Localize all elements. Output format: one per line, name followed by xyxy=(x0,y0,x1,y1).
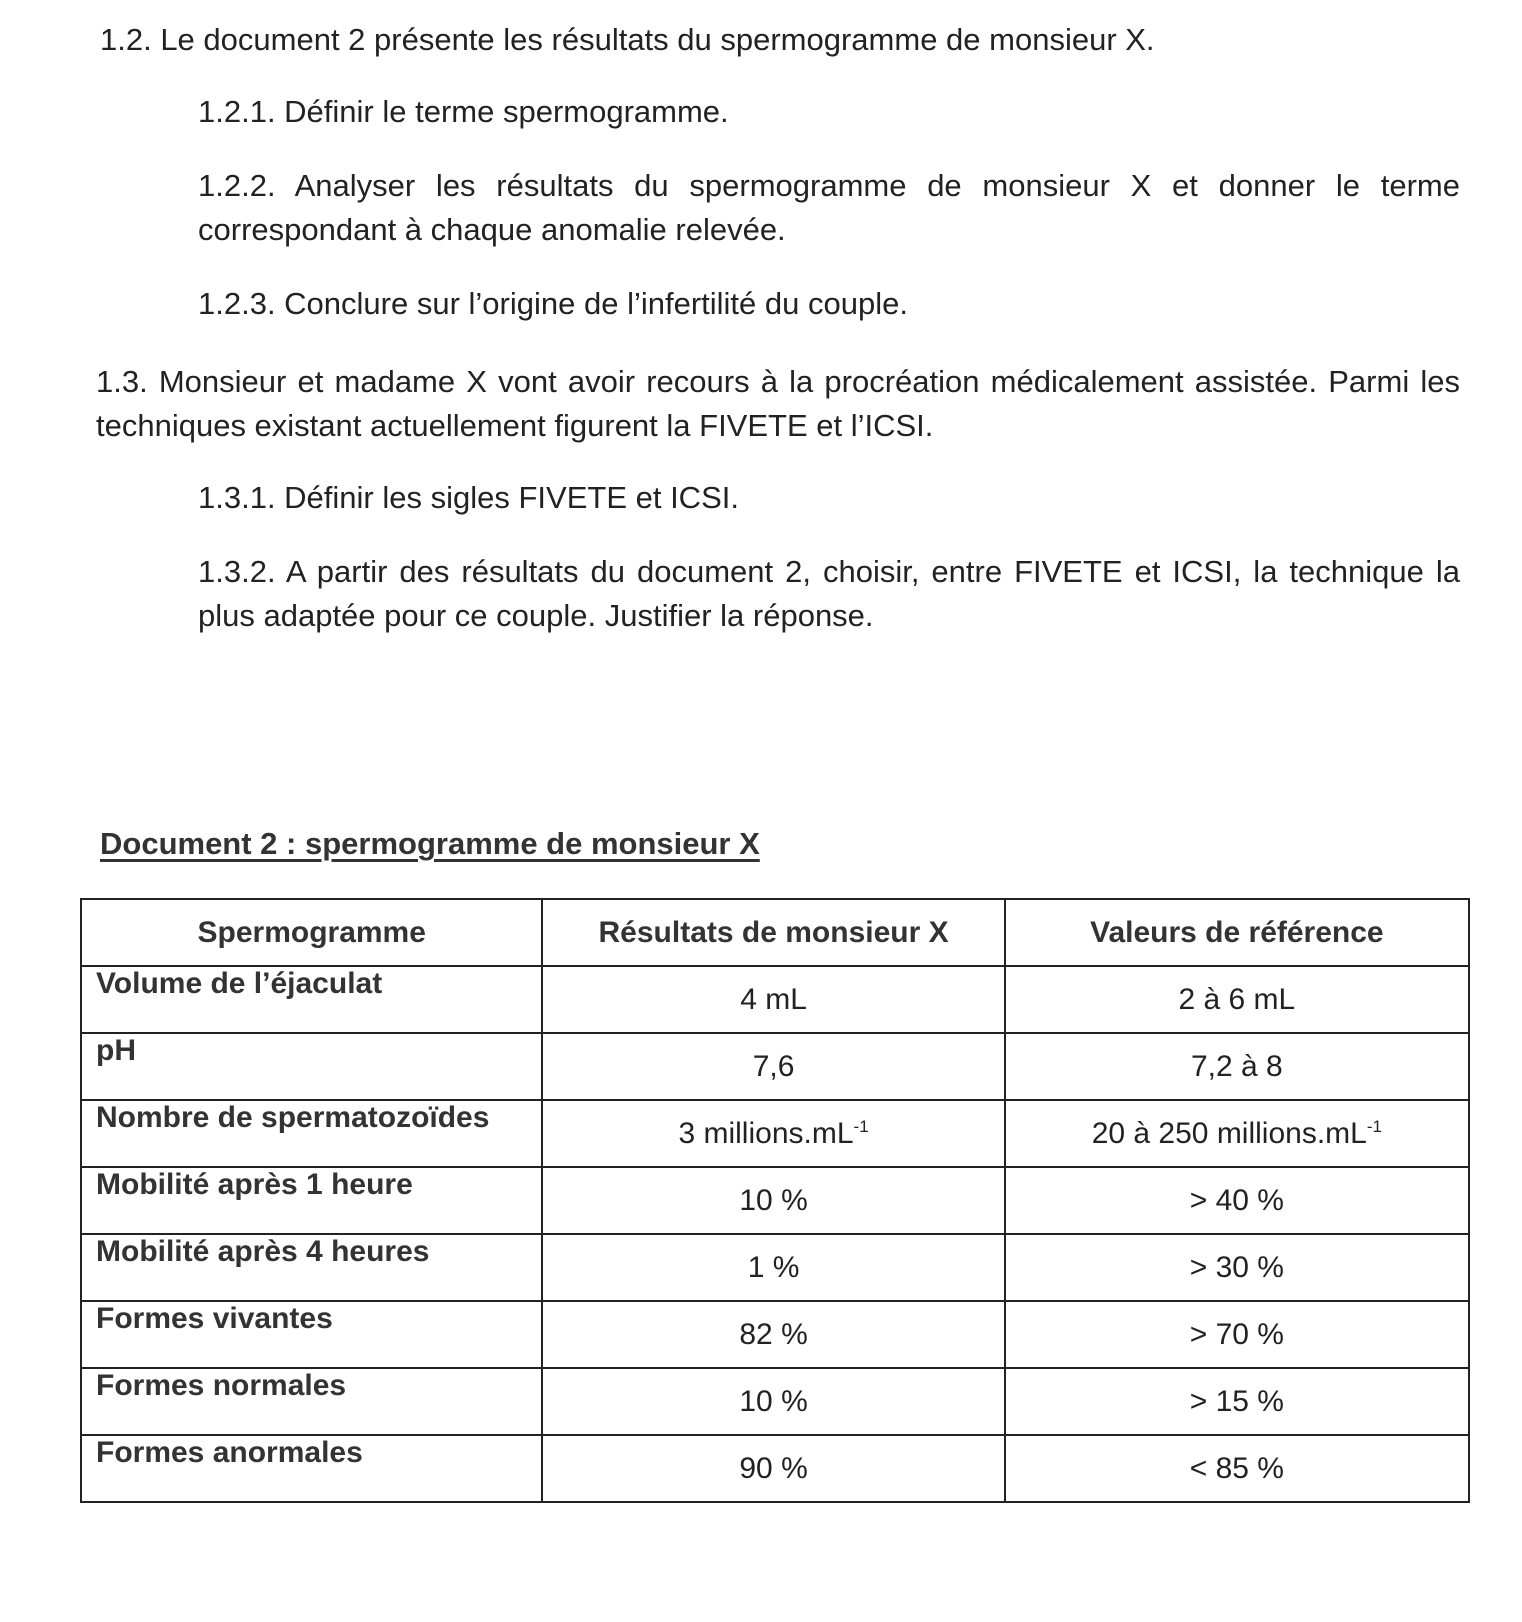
question-1-3: 1.3. Monsieur et madame X vont avoir recours à la procréation médicalement assistée. Parmi les techniques existant actuellement figurent la FIVETE et l’ICSI. xyxy=(96,364,1460,443)
table-row xyxy=(81,1033,1469,1100)
result-value: 82 % xyxy=(542,1301,1004,1368)
row-label: Mobilité après 4 heures xyxy=(81,1234,542,1301)
row-label: Formes normales xyxy=(81,1368,542,1435)
document-2-title: Document 2 : spermogramme de monsieur X xyxy=(100,826,760,861)
table-row xyxy=(81,1435,1469,1502)
result-value: 10 % xyxy=(542,1368,1004,1435)
spermogram-table xyxy=(80,898,1470,1503)
row-label: pH xyxy=(81,1033,542,1100)
column-header-results: Résultats de monsieur X xyxy=(542,899,1004,966)
column-header-reference: Valeurs de référence xyxy=(1005,899,1469,966)
result-value: 7,6 xyxy=(542,1033,1004,1100)
table-row xyxy=(81,1368,1469,1435)
reference-value: > 30 % xyxy=(1005,1234,1469,1301)
question-1-3-1: 1.3.1. Définir les sigles FIVETE et ICSI. xyxy=(198,480,739,515)
result-value: 4 mL xyxy=(542,966,1004,1033)
result-text: 3 millions.mL xyxy=(678,1116,854,1150)
question-1-2-2: 1.2.2. Analyser les résultats du spermogramme de monsieur X et donner le terme correspondant à chaque anomalie relevée. xyxy=(198,168,1460,247)
question-1-2: 1.2. Le document 2 présente les résultats du spermogramme de monsieur X. xyxy=(100,22,1155,57)
reference-value: 2 à 6 mL xyxy=(1005,966,1469,1033)
row-label: Formes anormales xyxy=(81,1435,542,1502)
result-exponent: -1 xyxy=(853,1116,869,1136)
result-value: 90 % xyxy=(542,1435,1004,1502)
row-label: Nombre de spermatozoïdes xyxy=(81,1100,542,1167)
table-row xyxy=(81,1301,1469,1368)
row-label: Formes vivantes xyxy=(81,1301,542,1368)
reference-exponent: -1 xyxy=(1366,1116,1382,1136)
reference-value: > 40 % xyxy=(1005,1167,1469,1234)
table-row xyxy=(81,1100,1469,1167)
result-value: 1 % xyxy=(542,1234,1004,1301)
reference-value xyxy=(1005,1100,1469,1167)
reference-value: 7,2 à 8 xyxy=(1005,1033,1469,1100)
row-label: Mobilité après 1 heure xyxy=(81,1167,542,1234)
reference-value: > 70 % xyxy=(1005,1301,1469,1368)
table-row xyxy=(81,1167,1469,1234)
result-value xyxy=(542,1100,1004,1167)
question-1-3-2: 1.3.2. A partir des résultats du document 2, choisir, entre FIVETE et ICSI, la technique la plus adaptée pour ce couple. Justifier la réponse. xyxy=(198,554,1460,633)
row-label: Volume de l’éjaculat xyxy=(81,966,542,1033)
table-row xyxy=(81,966,1469,1033)
reference-value: < 85 % xyxy=(1005,1435,1469,1502)
column-header-spermogramme: Spermogramme xyxy=(81,899,542,966)
result-value: 10 % xyxy=(542,1167,1004,1234)
table-row xyxy=(81,1234,1469,1301)
reference-value: > 15 % xyxy=(1005,1368,1469,1435)
question-1-2-3: 1.2.3. Conclure sur l’origine de l’infertilité du couple. xyxy=(198,286,908,321)
question-1-2-1: 1.2.1. Définir le terme spermogramme. xyxy=(198,94,729,129)
table-header-row xyxy=(81,899,1469,966)
reference-text: 20 à 250 millions.mL xyxy=(1091,1116,1367,1150)
